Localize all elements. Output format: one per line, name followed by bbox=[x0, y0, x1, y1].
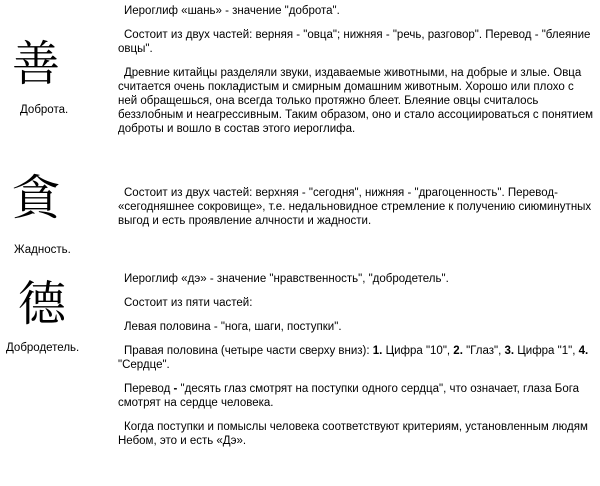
number: 3. bbox=[504, 345, 515, 357]
entry-greed-text bbox=[118, 186, 596, 238]
paragraph: Когда поступки и помыслы человека соответствуют критериям, установленным людям Небом, это и есть «Дэ». bbox=[118, 421, 588, 447]
text: Цифра "10", bbox=[382, 345, 454, 357]
caption-greed: Жадность. bbox=[14, 244, 71, 256]
paragraph-translation bbox=[118, 382, 596, 410]
number: 4. bbox=[578, 345, 589, 357]
text: Правая половина (четыре части сверху вниз): bbox=[124, 345, 373, 357]
paragraph: Иероглиф «дэ» - значение "нравственность", "добродетель". bbox=[124, 273, 449, 285]
text: Перевод bbox=[124, 383, 171, 395]
number: 1. bbox=[372, 345, 383, 357]
paragraph: Состоит из двух частей: верняя - "овца"; нижняя - "речь, разговор". Перевод - "блеяние овцы". bbox=[118, 29, 591, 55]
hanzi-tan-greed: 貪 bbox=[12, 170, 61, 226]
paragraph-right-half bbox=[118, 344, 596, 372]
dash: - bbox=[170, 383, 181, 395]
text: "Сердце". bbox=[118, 359, 170, 371]
paragraph: Состоит из двух частей: верхняя - "сегодня", нижняя - "драгоценность". Перевод- «сегодняшнее сокровище», т.е. недальновидное стремление к получению сиюминутных выгод и есть проявление алчности и жадности. bbox=[118, 187, 592, 227]
text: Цифра "1", bbox=[514, 345, 579, 357]
caption-kindness: Доброта. bbox=[20, 104, 69, 116]
entry-kindness-text bbox=[118, 4, 596, 146]
paragraph: Иероглиф «шань» - значение "доброта". bbox=[124, 5, 340, 17]
entry-virtue-text bbox=[118, 272, 596, 458]
hanzi-de-virtue: 德 bbox=[18, 276, 67, 332]
paragraph: Левая половина - "нога, шаги, поступки". bbox=[124, 321, 342, 333]
paragraph: Древние китайцы разделяли звуки, издаваемые животными, на добрые и злые. Овца считается очень покладистым и смирным домашним животным. Хорошо или плохо с ней обращешься, она всегда только протяжно блеет. Блеяние овцы считалось беззлобным и неагрессивным. Таким образом, оно и стало ассоциироваться с понятием доброты и вошло в состав этого иероглифа. bbox=[118, 67, 594, 135]
number: 2. bbox=[453, 345, 463, 357]
text: "Глаз", bbox=[462, 345, 505, 357]
hanzi-shan-kindness: 善 bbox=[12, 36, 61, 92]
text: "десять глаз смотрят на поступки одного сердца", что означает, глаза Бога смотрят на сердце человека. bbox=[118, 383, 580, 409]
paragraph: Состоит из пяти частей: bbox=[124, 297, 253, 309]
caption-virtue: Добродетель. bbox=[6, 342, 80, 354]
